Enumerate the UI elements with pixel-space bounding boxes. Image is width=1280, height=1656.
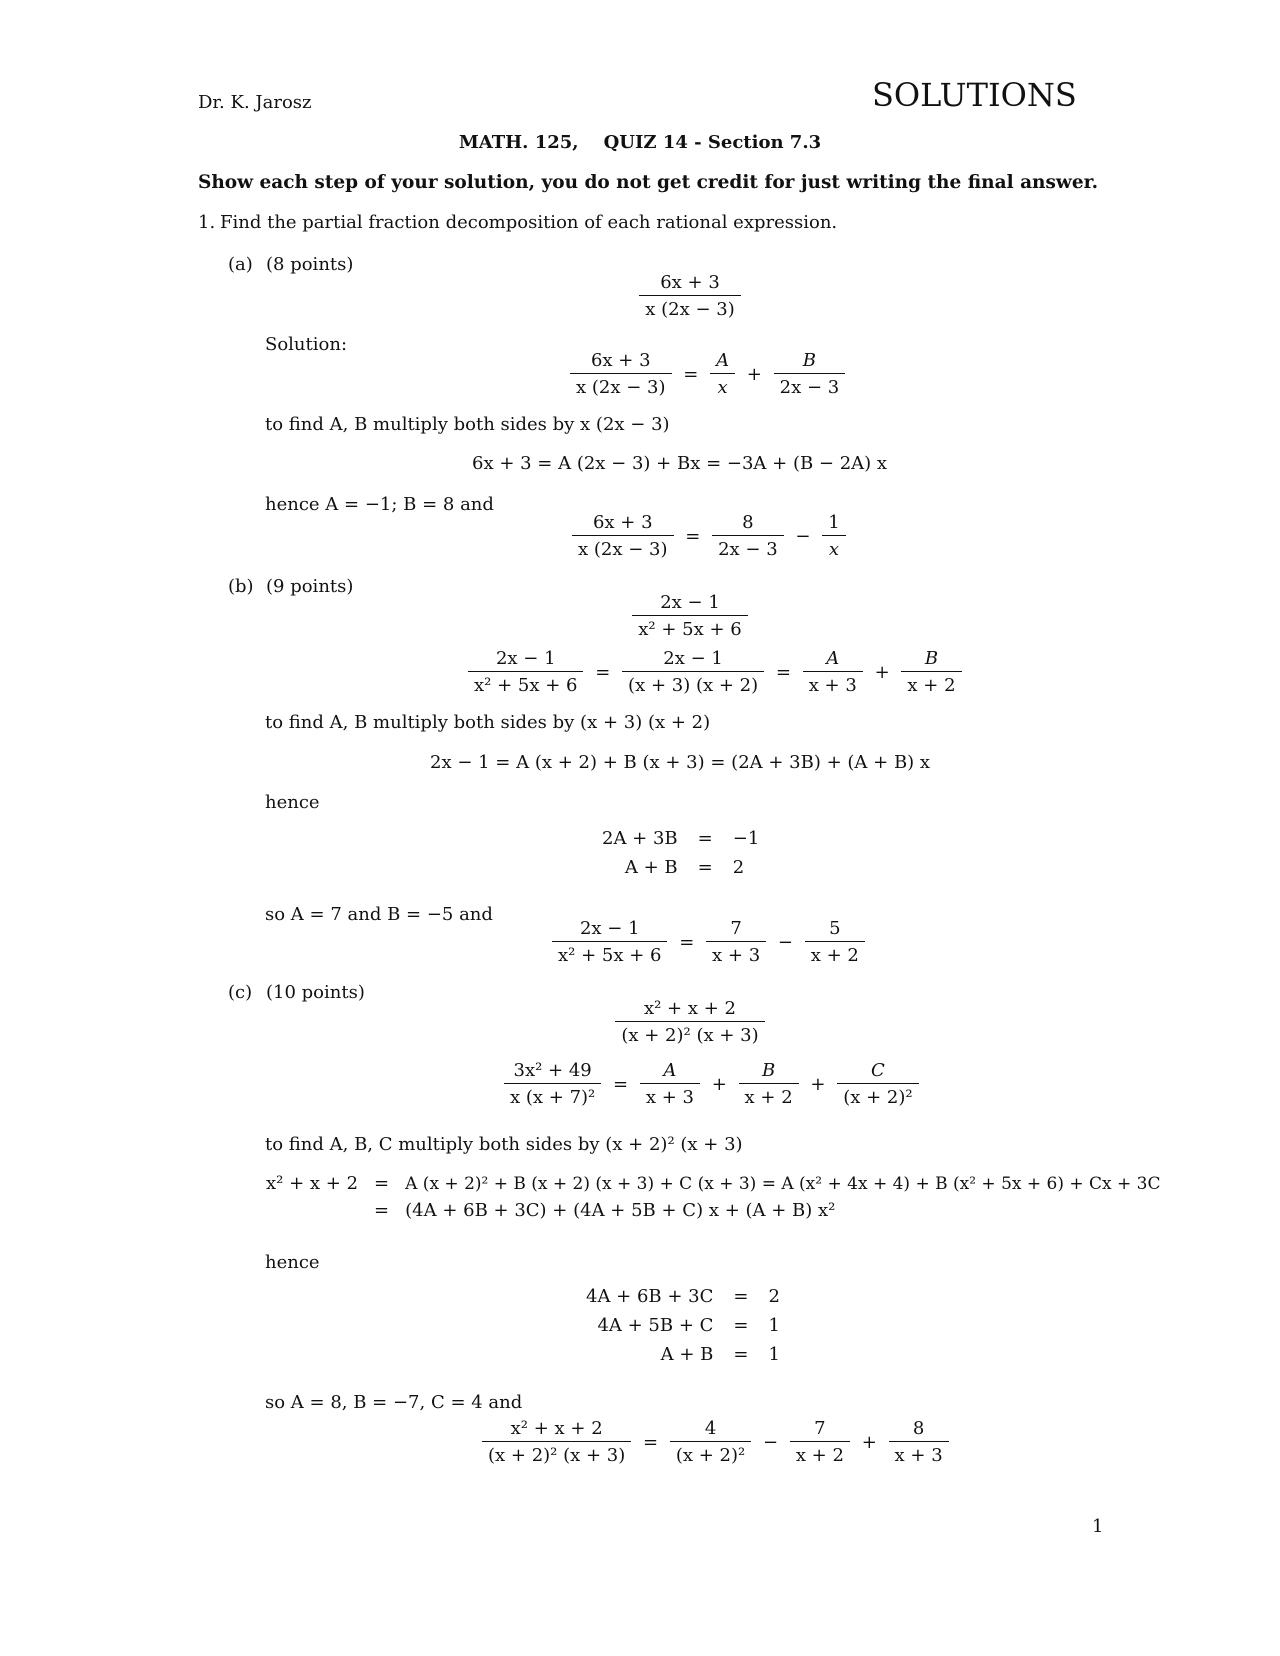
part-c-system — [576, 1282, 790, 1369]
part-a-expression: $\frac{6x + 3}{x (2x - 3)}$ — [0, 272, 1280, 320]
part-c-points: (10 points) — [266, 982, 365, 1003]
part-b-step: to find A, B multiply both sides by (x + 3) (x + 2) — [265, 712, 711, 733]
part-c-aligned-equations — [258, 1170, 1169, 1224]
part-b-hence: hence — [265, 792, 320, 813]
part-a-decomposition: $\frac{6x + 3}{x (2x - 3)}$ = $\frac{A}{x}$ + $\frac{B}{2x - 3}$ — [570, 350, 845, 398]
part-c-expression: $\frac{\text{x² + x + 2}}{\text{(x + 2)² (x + 3)}}$ — [0, 998, 1280, 1046]
part-b-decomposition: $\frac{2x - 1}{\text{x² + 5x + 6}}$ = $\frac{2x - 1}{(x + 3) (x + 2)}$ = $\frac{A}{x + 3}$ + $\frac{B}{x + 2}$ — [468, 648, 962, 696]
part-b-points: (9 points) — [266, 576, 354, 597]
part-a-label: (a) — [228, 254, 253, 275]
part-c-so: so A = 8, B = −7, C = 4 and — [265, 1392, 523, 1413]
page-number: 1 — [1092, 1516, 1104, 1537]
part-a-points: (8 points) — [266, 254, 354, 275]
part-b-label: (b) — [228, 576, 254, 597]
part-b-expression: $\frac{2x - 1}{\text{x² + 5x + 6}}$ — [0, 592, 1280, 640]
instructions: Show each step of your solution, you do not get credit for just writing the final answer. — [198, 172, 1099, 193]
part-a-result: $\frac{6x + 3}{x (2x - 3)}$ = $\frac{8}{2x - 3}$ − $\frac{1}{x}$ — [572, 512, 846, 560]
aligned-row: x² + x + 2 = A (x + 2)² + B (x + 2) (x + 3) + C (x + 3) = A (x² + 4x + 4) + B (x² + 5x + 6) + Cx + 3C — [266, 1173, 1161, 1194]
part-a-identity: 6x + 3 = A (2x − 3) + Bx = −3A + (B − 2A) x — [472, 453, 888, 474]
problem-number: 1. — [198, 212, 216, 233]
aligned-row: = (4A + 6B + 3C) + (4A + 5B + C) x + (A + B) x² — [374, 1200, 836, 1221]
part-b-identity: 2x − 1 = A (x + 2) + B (x + 3) = (2A + 3B) + (A + B) x — [430, 752, 931, 773]
part-a-step: to find A, B multiply both sides by x (2x − 3) — [265, 414, 670, 435]
part-a-solution-label: Solution: — [265, 334, 348, 355]
system-row: 2A + 3B = −1 — [602, 828, 760, 849]
system-row: A + B = 1 — [660, 1344, 780, 1365]
system-row: A + B = 2 — [624, 857, 745, 878]
part-b-so: so A = 7 and B = −5 and — [265, 904, 493, 925]
part-c-hence: hence — [265, 1252, 320, 1273]
part-b-system — [592, 824, 769, 882]
solutions-heading: SOLUTIONS — [872, 76, 1077, 114]
problem-text: Find the partial fraction decomposition of each rational expression. — [220, 212, 838, 233]
part-a-hence: hence A = −1; B = 8 and — [265, 494, 494, 515]
part-b-result: $\frac{2x - 1}{\text{x² + 5x + 6}}$ = $\frac{7}{x + 3}$ − $\frac{5}{x + 2}$ — [552, 918, 865, 966]
part-c-step: to find A, B, C multiply both sides by (x + 2)² (x + 3) — [265, 1134, 743, 1155]
author: Dr. K. Jarosz — [198, 92, 312, 113]
part-c-decomposition: $\frac{\text{3x² + 49}}{\text{x (x + 7)²}}$ = $\frac{A}{x + 3}$ + $\frac{B}{x + 2}$ + $\frac{C}{\text{(x + 2)²}}$ — [504, 1060, 919, 1108]
quiz-title: MATH. 125, QUIZ 14 - Section 7.3 — [458, 132, 822, 153]
part-c-label: (c) — [228, 982, 253, 1003]
system-row: 4A + 6B + 3C = 2 — [586, 1286, 780, 1307]
part-c-result: $\frac{\text{x² + x + 2}}{\text{(x + 2)² (x + 3)}}$ = $\frac{4}{\text{(x + 2)²}}$ − $\frac{7}{x + 2}$ + $\frac{8}{x + 3}$ — [482, 1418, 949, 1466]
system-row: 4A + 5B + C = 1 — [597, 1315, 780, 1336]
